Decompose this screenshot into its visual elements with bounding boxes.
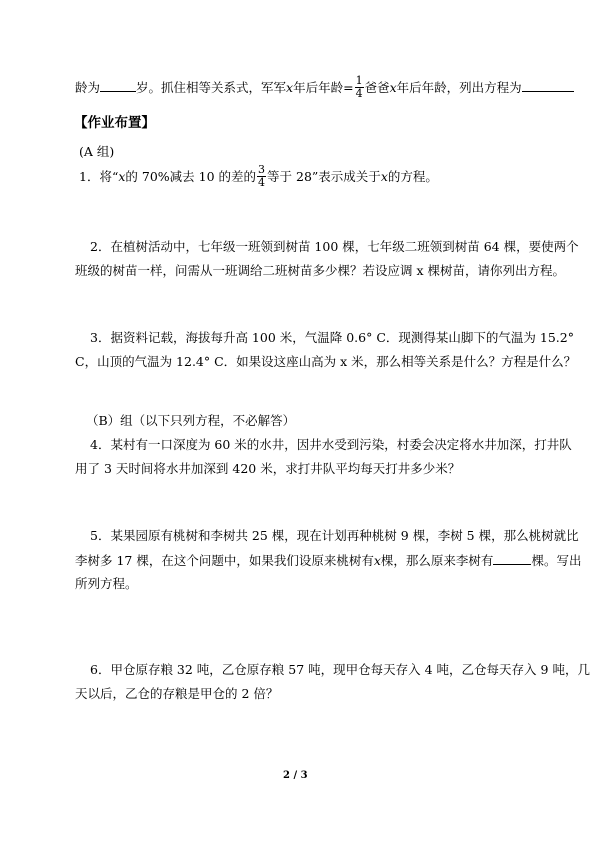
text-segment: 棵。写出 (531, 553, 582, 568)
fraction-three-quarters (257, 164, 266, 189)
text-segment: 等于 28”表示成关于 (267, 169, 381, 184)
question-5-line-2 (75, 552, 581, 569)
variable-x: x (286, 80, 294, 95)
variable-x: x (380, 169, 388, 184)
fraction-one-quarter (355, 75, 364, 100)
variable-x: x (373, 553, 381, 568)
text-segment: 将“ (99, 169, 119, 184)
intro-text-line (75, 76, 574, 101)
text-segment: 爸爸 (364, 80, 390, 95)
text-segment: 的方程。 (387, 169, 438, 184)
question-6-line-1: 6．甲仓原存粮 32 吨，乙仓原存粮 57 吨，现甲仓每天存入 4 吨，乙仓每天存入 9 吨，几 (90, 662, 590, 677)
text-segment: 年后年龄= (293, 80, 354, 95)
fraction-denominator: 4 (258, 176, 266, 189)
text-segment: 龄为 (75, 80, 101, 95)
answer-blank (522, 79, 574, 92)
page-number: 2 / 3 (283, 770, 308, 781)
text-segment: 岁。抓住相等关系式，军军 (136, 80, 287, 95)
variable-x: x (118, 169, 126, 184)
answer-blank (493, 552, 531, 565)
variable-x: x (389, 80, 397, 95)
text-segment: 年后年龄，列出方程为 (396, 80, 522, 95)
text-segment: 棵，那么原来李树有 (380, 553, 494, 568)
fraction-numerator: 3 (258, 163, 266, 176)
group-a-heading: (A 组) (79, 144, 115, 159)
question-5-line-3: 所列方程。 (75, 576, 138, 591)
question-3-line-2: C，山顶的气温为 12.4° C．如果设这座山高为 x 米，那么相等关系是什么？方程是什么？ (75, 354, 577, 369)
question-4-line-2: 用了 3 天时间将水井加深到 420 米，求打井队平均每天打井多少米？ (75, 461, 461, 476)
question-number: 1． (79, 169, 100, 184)
answer-blank (100, 79, 136, 92)
text-segment: 李树多 17 棵，在这个问题中，如果我们设原来桃树有 (75, 553, 374, 568)
text-segment: 的 70%减去 10 的差的 (125, 169, 257, 184)
question-3-line-1: 3．据资料记载，海拔每升高 100 米，气温降 0.6° C．现测得某山脚下的气温为 15.2° (90, 330, 574, 345)
question-4-line-1: 4．某村有一口深度为 60 米的水井，因井水受到污染，村委会决定将水井加深，打井队 (90, 437, 572, 452)
question-1 (79, 165, 438, 190)
section-title: 【作业布置】 (74, 115, 155, 131)
question-2-line-2: 班级的树苗一样，问需从一班调给二班树苗多少棵？若设应调 x 棵树苗，请你列出方程。 (75, 263, 565, 278)
question-5-line-1: 5．某果园原有桃树和李树共 25 棵，现在计划再种桃树 9 棵，李树 5 棵，那么桃树就比 (90, 528, 579, 543)
question-2-line-1: 2．在植树活动中，七年级一班领到树苗 100 棵，七年级二班领到树苗 64 棵，要使两个 (90, 239, 579, 254)
fraction-denominator: 4 (355, 87, 363, 100)
question-6-line-2: 天以后，乙仓的存粮是甲仓的 2 倍？ (75, 686, 279, 701)
fraction-numerator: 1 (355, 74, 363, 87)
group-b-heading: （B）组（以下只列方程，不必解答） (86, 413, 296, 428)
